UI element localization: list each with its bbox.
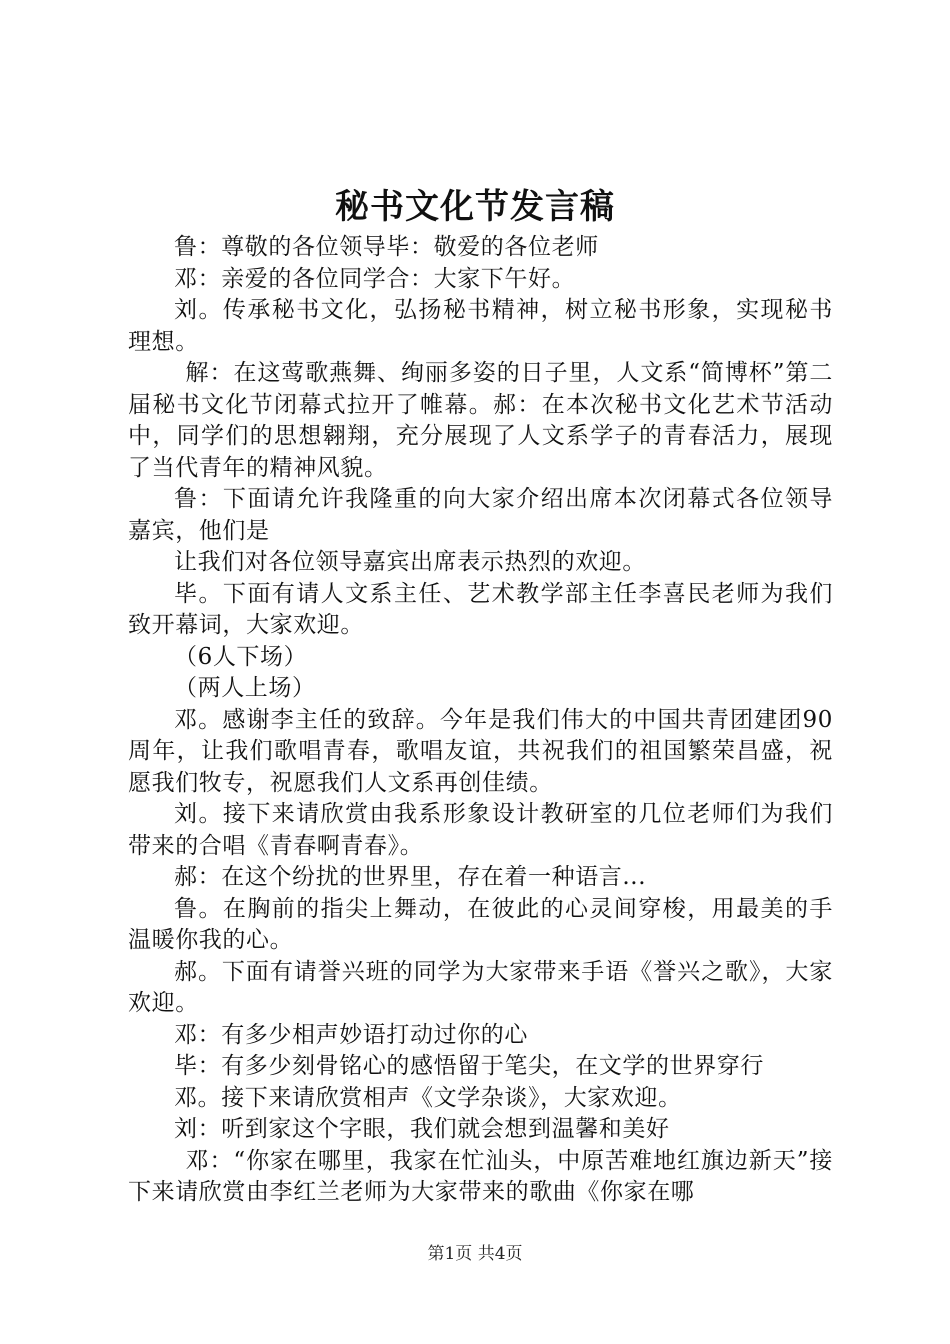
paragraph: 邓：亲爱的各位同学合：大家下午好。: [174, 265, 576, 292]
paragraph: 鲁。在胸前的指尖上舞动，在彼此的心灵间穿梭，用最美的手温暖你我的心。: [128, 895, 833, 953]
paragraph: （两人上场）: [174, 675, 316, 701]
paragraph: 刘。传承秘书文化，弘扬秘书精神，树立秘书形象，实现秘书理想。: [128, 297, 833, 355]
paragraph: 郝。下面有请誉兴班的同学为大家带来手语《誉兴之歌》，大家欢迎。: [128, 958, 833, 1016]
paragraph: 郝：在这个纷扰的世界里，存在着一种语言...: [174, 864, 647, 890]
paragraph: 邓：有多少相声妙语打动过你的心: [174, 1021, 528, 1048]
paragraph: 解：在这莺歌燕舞、绚丽多姿的日子里，人文系“简博杯”第二届秘书文化节闭幕式拉开了帷幕。郝：在本次秘书文化艺术节活动中，同学们的思想翱翔，充分展现了人文系学子的青春活力，展现了当代青年的精神风貌。: [128, 360, 833, 481]
paragraph: 刘：听到家这个字眼，我们就会想到温馨和美好: [174, 1116, 670, 1142]
document-title: 秘书文化节发言稿: [335, 187, 615, 227]
paragraph: 邓。感谢李主任的致辞。今年是我们伟大的中国共青团建团90周年，让我们歌唱青春，歌唱友谊，共祝我们的祖国繁荣昌盛，祝愿我们牧专，祝愿我们人文系再创佳绩。: [128, 706, 833, 796]
paragraph: 刘。接下来请欣赏由我系形象设计教研室的几位老师们为我们带来的合唱《青春啊青春》。: [128, 801, 833, 859]
paragraph: 邓：“你家在哪里，我家在忙汕头，中原苦难地红旗边新天”接下来请欣赏由李红兰老师为大家带来的歌曲《你家在哪: [128, 1147, 833, 1205]
paragraph: 邓。接下来请欣赏相声《文学杂谈》，大家欢迎。: [174, 1084, 682, 1111]
document-body: [128, 232, 833, 1209]
page-footer: 第1页 共4页: [427, 1244, 523, 1264]
paragraph: 鲁：尊敬的各位领导毕：敬爱的各位老师: [174, 234, 599, 260]
paragraph: 毕。下面有请人文系主任、艺术教学部主任李喜民老师为我们致开幕词，大家欢迎。: [128, 580, 833, 638]
paragraph: 毕：有多少刻骨铭心的感悟留于笔尖，在文学的世界穿行: [174, 1053, 764, 1079]
paragraph: （6人下场）: [174, 643, 308, 670]
paragraph: 让我们对各位领导嘉宾出席表示热烈的欢迎。: [174, 549, 646, 575]
paragraph: 鲁：下面请允许我隆重的向大家介绍出席本次闭幕式各位领导嘉宾，他们是: [128, 486, 833, 544]
